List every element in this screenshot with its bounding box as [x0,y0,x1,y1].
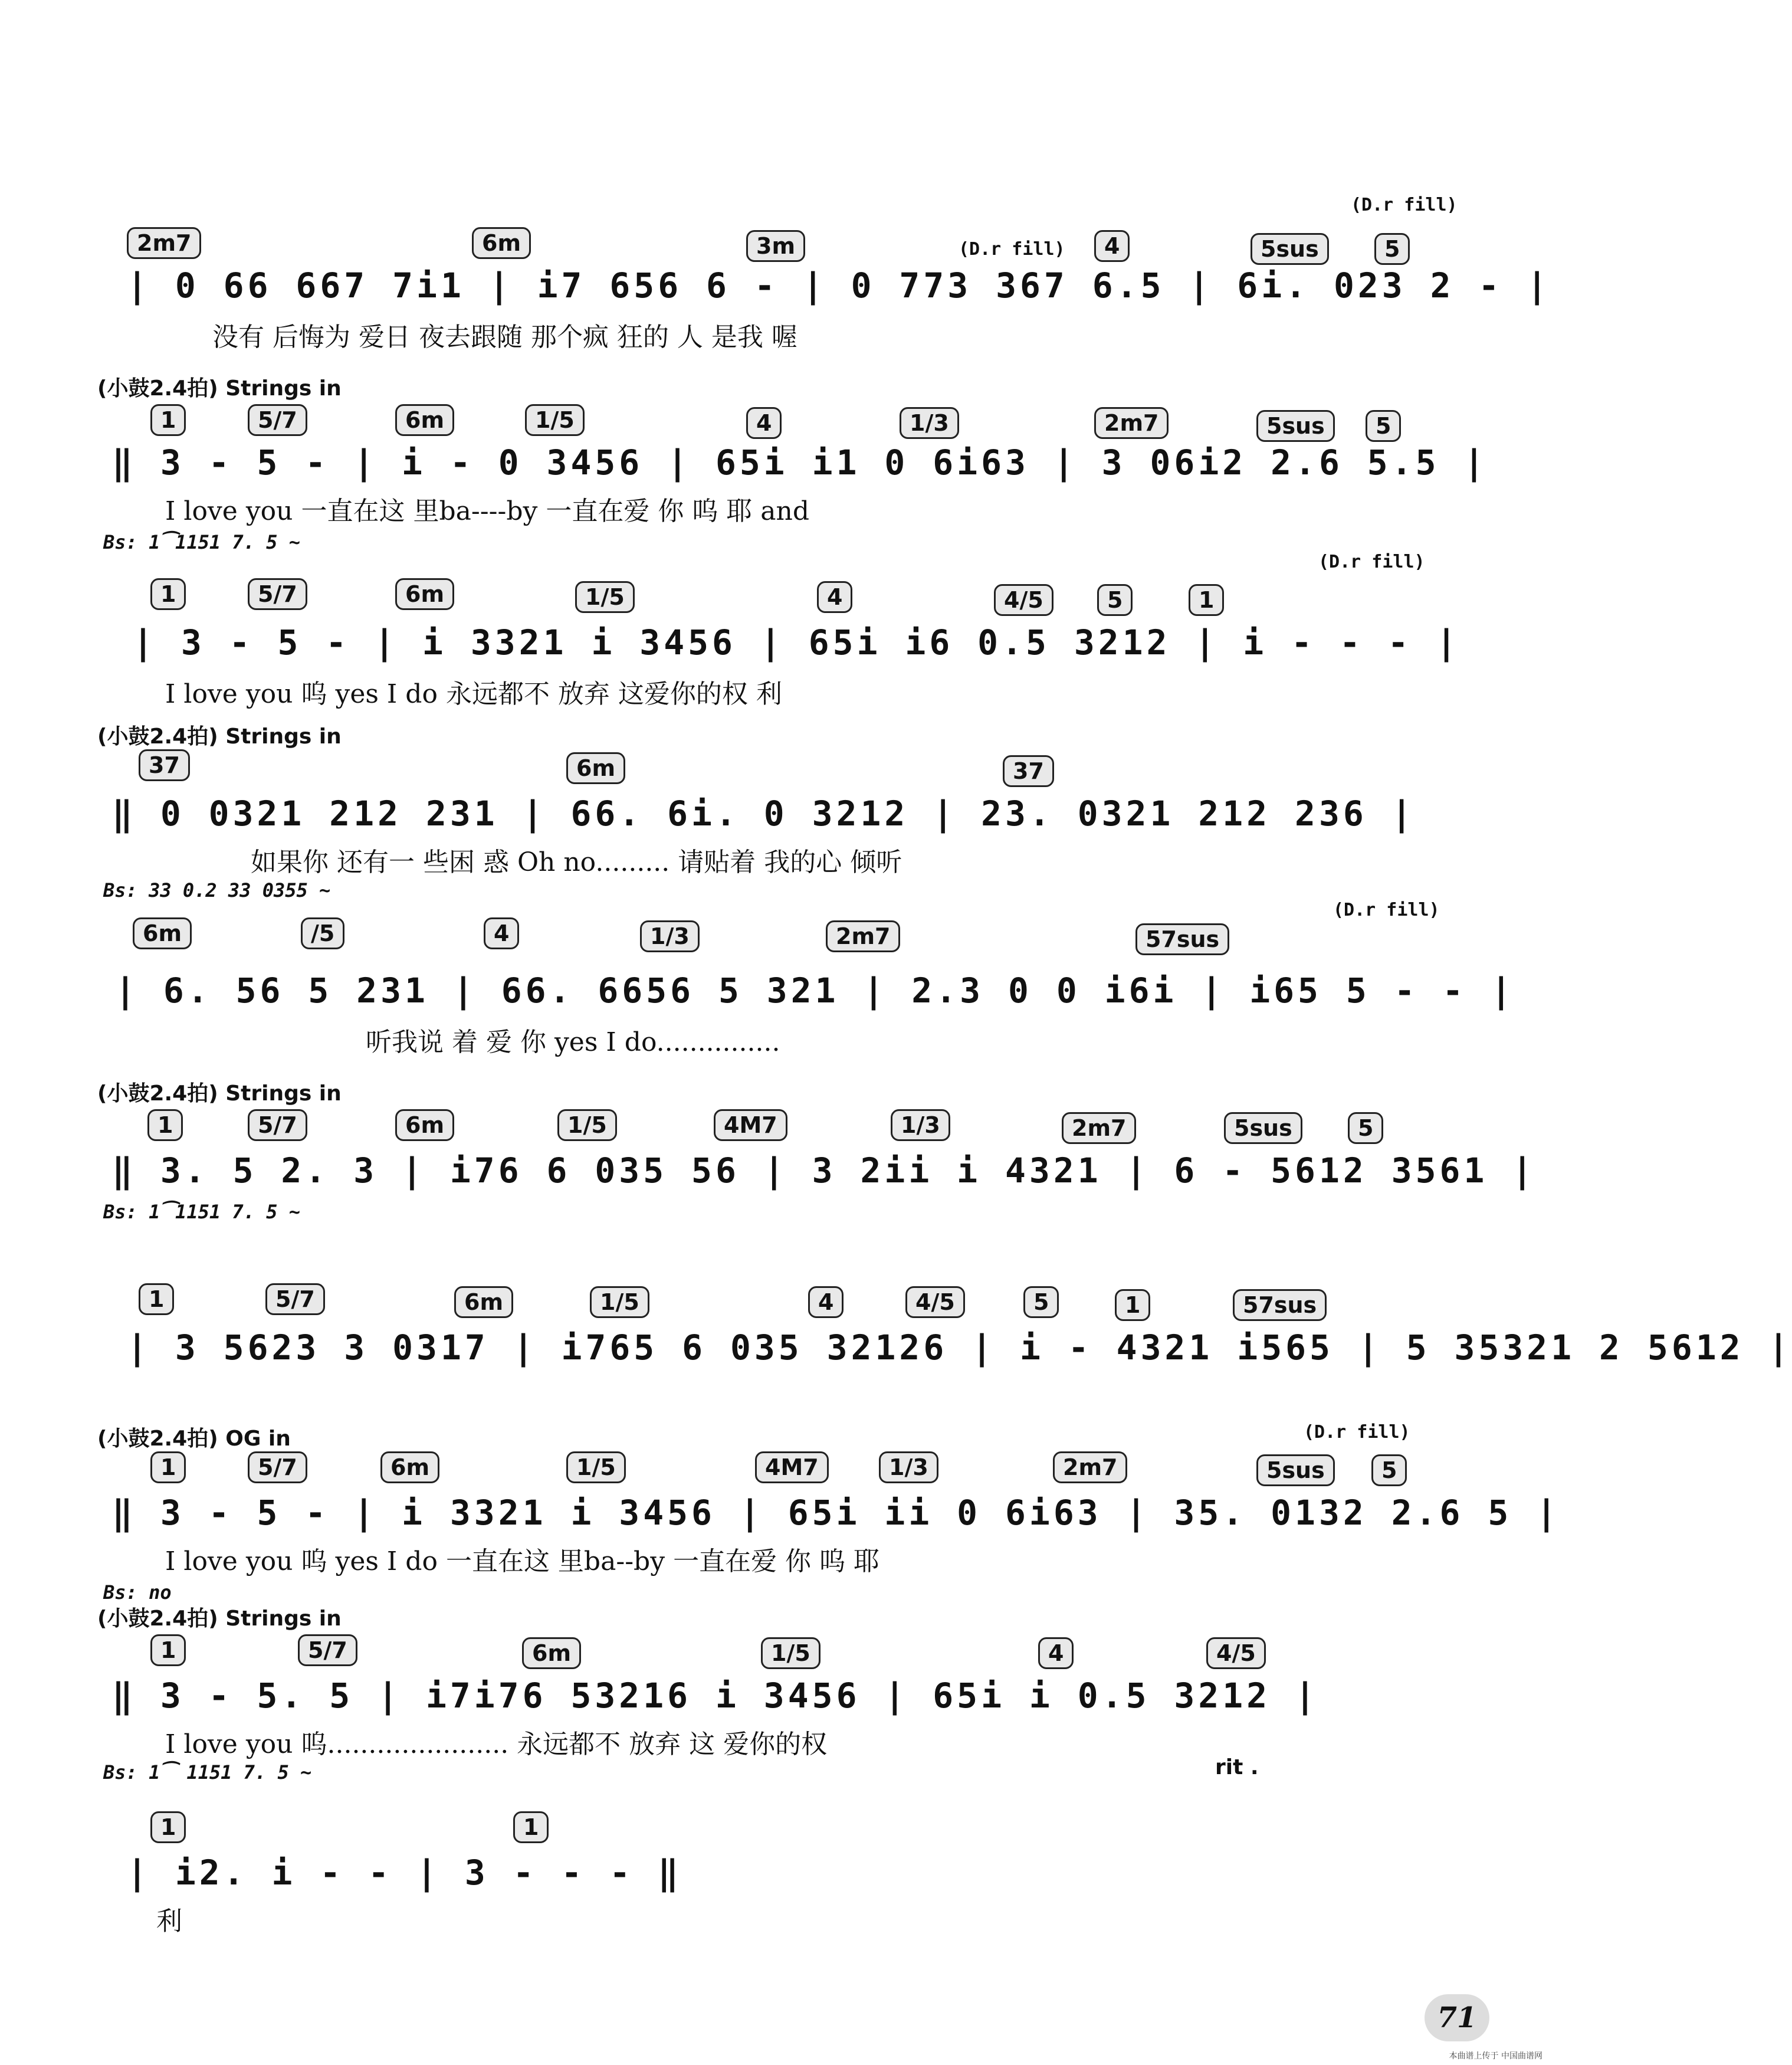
bass-line: Bs: no [103,1581,172,1604]
chord-box: 5/7 [298,1634,357,1666]
chord-box: 5 [1366,410,1401,442]
chord-box: 2m7 [1094,407,1169,439]
chord-box: 1 [150,578,186,610]
chord-box: 57sus [1135,923,1229,955]
chord-box: 6m [566,752,625,784]
lyrics-line: I love you 一直在这 里ba----by 一直在爱 你 呜 耶 and [165,496,810,526]
footer-credit: 本曲谱上传于 中国曲谱网 [1449,2051,1542,2061]
chord-box: 1 [150,404,186,436]
lyrics-line: 如果你 还有一 些困 惑 Oh no......... 请贴着 我的心 倾听 [251,847,902,877]
notation-line: | 6. 56 5 231 | 66. 6656 5 321 | 2.3 0 0 i6i | i65 5 - - | [115,971,1515,1011]
chord-box: 6m [395,578,454,610]
chord-box: 1 [150,1811,186,1843]
section-label: (小鼓2.4拍) OG in [97,1427,291,1451]
notation-line: ‖ 3 - 5 - | i 3321 i 3456 | 65i ii 0 6i63 | 35. 0132 2.6 5 | [112,1493,1561,1533]
fill-label: (D.r fill) [1304,1422,1410,1443]
rit-marking: rit . [1215,1755,1259,1779]
chord-box: 6m [454,1286,513,1318]
chord-box: 3m [746,230,805,262]
chord-box: /5 [301,917,344,949]
lyrics-line: 听我说 着 爱 你 yes I do............... [366,1027,780,1057]
chord-box: 5/7 [248,1109,307,1141]
chord-box: 1/5 [575,581,635,613]
chord-box: 5sus [1224,1112,1302,1144]
notation-line: ‖ 3. 5 2. 3 | i76 6 035 56 | 3 2ii i 4321 | 6 - 5612 3561 | [112,1150,1537,1191]
chord-box: 1/5 [525,404,585,436]
chord-box: 5sus [1256,1454,1335,1486]
chord-box: 1/3 [891,1109,950,1141]
notation-line: | 3 5623 3 0317 | i765 6 035 32126 | i - 4321 i565 | 5 35321 2 5612 | [127,1328,1792,1368]
notation-line: | 0 66 667 7i1 | i7 656 6 - | 0 773 367 6.5 | 6i. 023 2 - | [127,266,1551,306]
chord-box: 5sus [1251,233,1329,265]
notation-line: | i2. i - - | 3 - - - ‖ [127,1853,682,1893]
bass-line: Bs: 1⁀1151 7. 5 ~ [103,1201,300,1223]
chord-box: 6m [472,227,531,259]
notation-line: ‖ 3 - 5. 5 | i7i76 53216 i 3456 | 65i i 0.5 3212 | [112,1676,1319,1716]
page-number: 71 [1425,1994,1489,2041]
chord-box: 6m [133,917,192,949]
chord-box: 4M7 [714,1109,787,1141]
chord-box: 6m [380,1451,439,1483]
fill-label: (D.r fill) [959,239,1065,260]
fill-label: (D.r fill) [1318,552,1425,572]
section-label: (小鼓2.4拍) Strings in [97,1607,342,1631]
bass-line: Bs: 1⁀ 1151 7. 5 ~ [103,1761,312,1784]
chord-box: 1 [150,1451,186,1483]
chord-box: 4 [817,581,852,613]
chord-box: 5 [1097,584,1133,616]
chord-box: 1 [1115,1289,1150,1321]
chord-box: 5 [1023,1286,1059,1318]
notation-line: ‖ 0 0321 212 231 | 66. 6i. 0 3212 | 23. 0321 212 236 | [112,794,1416,834]
bass-line: Bs: 1⁀1151 7. 5 ~ [103,531,300,553]
chord-box: 4 [484,917,519,949]
chord-box: 5/7 [265,1283,325,1315]
chord-box: 37 [139,749,190,781]
section-label: (小鼓2.4拍) Strings in [97,1081,342,1106]
chord-box: 1/5 [557,1109,617,1141]
section-label: (小鼓2.4拍) Strings in [97,376,342,401]
chord-box: 6m [395,1109,454,1141]
chord-box: 2m7 [1062,1112,1136,1144]
chord-box: 6m [522,1637,581,1669]
notation-line: ‖ 3 - 5 - | i - 0 3456 | 65i i1 0 6i63 | 3 06i2 2.6 5.5 | [112,442,1488,483]
chord-box: 1 [150,1634,186,1666]
chord-box: 1 [139,1283,174,1315]
chord-box: 1/5 [761,1637,820,1669]
chord-box: 1/3 [640,920,700,952]
chord-box: 1/3 [879,1451,938,1483]
chord-box: 37 [1003,755,1054,787]
chord-box: 4 [1094,230,1130,262]
chord-box: 2m7 [127,227,201,259]
chord-box: 5 [1348,1112,1383,1144]
chord-box: 1/3 [900,407,959,439]
fill-label: (D.r fill) [1333,900,1440,920]
lyrics-line: I love you 呜 yes I do 永远都不 放弃 这爱你的权 利 [165,679,782,709]
chord-box: 4/5 [994,584,1053,616]
fill-label: (D.r fill) [1351,195,1458,215]
notation-line: | 3 - 5 - | i 3321 i 3456 | 65i i6 0.5 3212 | i - - - | [133,622,1460,663]
chord-box: 5/7 [248,1451,307,1483]
chord-box: 4 [1038,1637,1074,1669]
chord-box: 1 [1189,584,1224,616]
chord-box: 1 [513,1811,549,1843]
chord-box: 4M7 [755,1451,829,1483]
lyrics-line: 没有 后悔为 爱日 夜去跟随 那个疯 狂的 人 是我 喔 [212,322,797,352]
chord-box: 5/7 [248,578,307,610]
bass-line: Bs: 33 0.2 33 0355 ~ [103,879,331,902]
chord-box: 2m7 [826,920,900,952]
chord-box: 57sus [1233,1289,1327,1321]
section-label: (小鼓2.4拍) Strings in [97,725,342,749]
chord-box: 4 [746,407,782,439]
chord-box: 1/5 [566,1451,626,1483]
chord-box: 1/5 [590,1286,649,1318]
lyrics-line: 利 [156,1906,182,1936]
chord-box: 4 [808,1286,844,1318]
chord-box: 6m [395,404,454,436]
chord-box: 5 [1371,1454,1407,1486]
lyrics-line: I love you 呜 yes I do 一直在这 里ba--by 一直在爱 你 呜 耶 [165,1546,880,1576]
chord-box: 1 [147,1109,183,1141]
lyrics-line: I love you 呜...................... 永远都不 放弃 这 爱你的权 [165,1729,828,1759]
chord-box: 5/7 [248,404,307,436]
chord-box: 5 [1374,233,1410,265]
chord-box: 5sus [1256,410,1335,442]
chord-box: 4/5 [1206,1637,1266,1669]
chord-box: 2m7 [1053,1451,1127,1483]
chord-box: 4/5 [905,1286,965,1318]
